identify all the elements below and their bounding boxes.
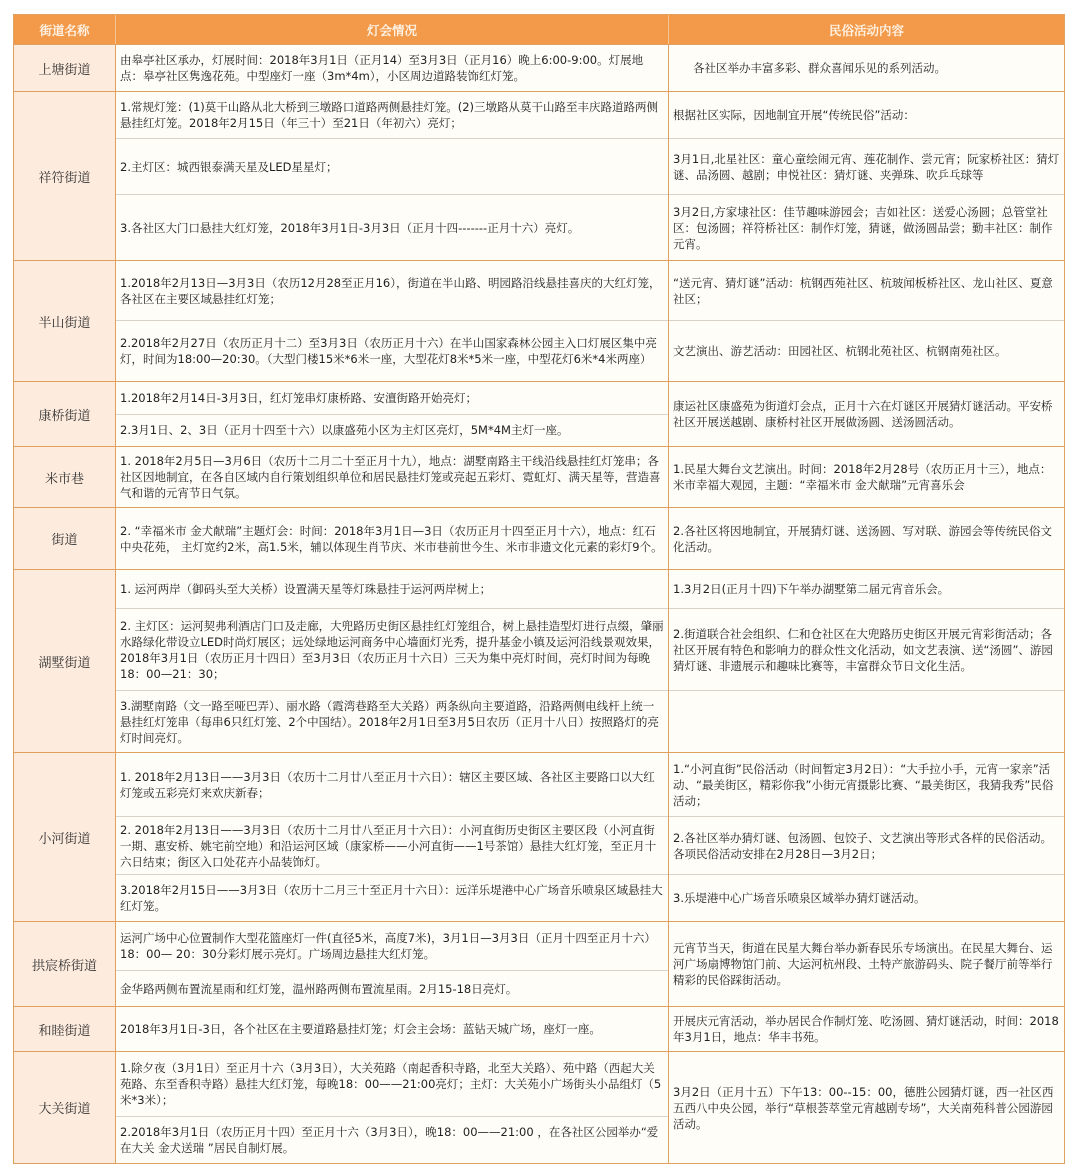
lantern-cell bbox=[116, 261, 669, 381]
folk-item: 3.乐堤港中心广场音乐喷泉区域举办猜灯谜活动。 bbox=[669, 874, 1064, 921]
lantern-item: 1. 2018年2月5日—3月6日（农历十二月二十至正月十九），地点：湖墅南路主干线沿线悬挂红灯笼串；各社区因地制宜，在各自区域内自行策划组织单位和居民悬挂灯笼或亮起五彩灯、霓虹灯、满天星等，营造喜气和谐的元宵节日气氛。 bbox=[120, 454, 661, 500]
street-name: 湖墅街道 bbox=[14, 570, 116, 752]
lantern-item: 1. 2018年2月13日——3月3日（农历十二月廿八至正月十六日）：辖区主要区域、各社区主要路口以大红灯笼或五彩亮灯来欢庆新春； bbox=[120, 769, 655, 800]
folk-cell bbox=[669, 922, 1064, 1006]
lantern-festival-table bbox=[13, 14, 1065, 1164]
lantern-cell bbox=[116, 508, 669, 569]
street-name: 祥符街道 bbox=[14, 92, 116, 260]
folk-cell bbox=[669, 382, 1064, 446]
table-row bbox=[14, 921, 1064, 1006]
folk-cell bbox=[669, 261, 1064, 381]
street-name: 上塘街道 bbox=[14, 45, 116, 91]
folk-item: 1.民星大舞台文艺演出。时间：2018年2月28号（农历正月十三），地点：米市幸福大观园，主题：“幸福米市 金犬献瑞”元宵喜乐会 bbox=[673, 462, 1052, 492]
lantern-item: 1. 运河两岸（御码头至大关桥）设置满天星等灯珠悬挂于运河两岸树上； bbox=[120, 582, 492, 596]
table-row bbox=[14, 381, 1064, 446]
folk-cell bbox=[669, 508, 1064, 569]
folk-item: 3月1日,北星社区：童心童绘闹元宵、莲花制作、尝元宵；阮家桥社区：猜灯谜、品汤圆、越剧；申悦社区：猜灯谜、夹弹珠、吹乒乓球等 bbox=[669, 138, 1064, 194]
folk-cell bbox=[669, 753, 1064, 921]
table-row bbox=[14, 44, 1064, 91]
folk-item: “送元宵、猜灯谜”活动：杭钢西苑社区、杭玻闻板桥社区、龙山社区、夏意社区； bbox=[673, 275, 1053, 306]
lantern-cell bbox=[116, 570, 669, 752]
lantern-cell bbox=[116, 92, 669, 260]
folk-item: 3月2日（正月十五）下午13：00--15：00，德胜公园猜灯谜，西一社区西五西八中央公园，举行“草根荟萃堂元宵越剧专场”，大关南苑科普公园游园活动。 bbox=[673, 1084, 1054, 1131]
table-row bbox=[14, 507, 1064, 569]
lantern-item: 1.2018年2月14日-3月3日，红灯笼串灯康桥路、安澶街路开始亮灯； bbox=[120, 390, 477, 405]
folk-item: 1.3月2日(正月十四)下午举办湖墅第二届元宵音乐会。 bbox=[673, 582, 950, 596]
lantern-item: 2. “幸福米市 金犬献瑞”主题灯会：时间：2018年3月1日—3日（农历正月十四至正月十六），地点：红石中央花苑， 主灯宽约2米，高1.5米，辅以体现生肖节庆、米市巷前世今生、米市非遗文化元素的彩灯9个。 bbox=[120, 523, 663, 554]
folk-item: 元宵节当天，街道在民星大舞台举办新春民乐专场演出。在民星大舞台、运河广场扇博物馆门前、大运河杭州段、土特产旅游码头、院子餐厅前等举行精彩的民俗踩街活动。 bbox=[673, 941, 1053, 987]
folk-item: 3月2日,方家埭社区：佳节趣味游园会；吉如社区：送爱心汤圆；总管堂社区：包汤圆；祥符桥社区：制作灯笼，猜谜，做汤圆品尝；勤丰社区：制作元宵。 bbox=[669, 194, 1064, 260]
lantern-item: 金华路两侧布置流星雨和红灯笼，温州路两侧布置流星雨。2月15-18日亮灯。 bbox=[116, 970, 668, 1006]
street-name: 半山街道 bbox=[14, 261, 116, 381]
lantern-cell bbox=[116, 447, 669, 507]
lantern-item: 1.2018年2月13日—3月3日（农历12月28至正月16），街道在半山路、明园路沿线悬挂喜庆的大红灯笼，各社区在主要区域悬挂红灯笼； bbox=[120, 275, 661, 306]
lantern-item: 1.除夕夜（3月1日）至正月十六（3月3日），大关苑路（南起香积寺路，北至大关路）、苑中路（西起大关苑路、东至香积寺路）悬挂大红灯笼，每晚18：00——21:00亮灯；主灯：大关苑小广场街头小品组灯（5米*3米）； bbox=[120, 1061, 662, 1107]
header-street-name: 街道名称 bbox=[14, 15, 116, 44]
table-row bbox=[14, 260, 1064, 381]
lantern-item: 3.2018年2月15日——3月3日（农历十二月三十至正月十六日）：远洋乐堤港中心广场音乐喷泉区域悬挂大红灯笼。 bbox=[116, 874, 668, 921]
lantern-item: 由皋亭社区承办，灯展时间：2018年3月1日（正月14）至3月3日（正月16）晚上6:00-9:00。灯展地点：皋亭社区隽逸花苑。中型座灯一座（3m*4m），小区周边道路装饰红灯笼。 bbox=[120, 53, 644, 83]
folk-item: 开展庆元宵活动，举办居民合作制灯笼、吃汤圆、猜灯谜活动，时间：2018年3月1日，地点：华丰书苑。 bbox=[673, 1014, 1059, 1044]
lantern-item: 3.各社区大门口悬挂大红灯笼，2018年3月1日-3月3日（正月十四-------正月十六）亮灯。 bbox=[116, 194, 668, 260]
street-name: 拱宸桥街道 bbox=[14, 922, 116, 1006]
street-name: 小河街道 bbox=[14, 753, 116, 921]
lantern-item: 2. 主灯区：运河契弗利酒店门口及走廊，大兜路历史街区悬挂红灯笼组合，树上悬挂造型灯进行点缀，肇丽水路绿化带设立LED时尚灯展区；远处绿地运河商务中心墙面灯光秀，提升基金小镇及运河沿线景观效果，2018年3月1日（农历正月十四日）至3月3日（农历正月十六日）三天为集中亮灯时间，亮灯时间为每晚18：00—21：30； bbox=[116, 608, 668, 690]
header-folk-activities: 民俗活动内容 bbox=[828, 22, 904, 38]
folk-item: 2.各社区将因地制宜，开展猜灯谜、送汤圆、写对联、游园会等传统民俗文化活动。 bbox=[673, 523, 1052, 554]
street-name: 康桥街道 bbox=[14, 382, 116, 446]
lantern-item: 2.3月1日、2、3日（正月十四至十六）以康盛苑小区为主灯区亮灯，5M*4M主灯一座。 bbox=[116, 414, 668, 447]
table-row bbox=[14, 91, 1064, 260]
lantern-item: 3.湖墅南路（文一路至哑巴弄）、丽水路（霞湾巷路至大关路）两条纵向主要道路，沿路两侧电线杆上统一悬挂红灯笼串（每串6只红灯笼、2个中国结）。2018年2月1日至3月5日农历（正月十八日）按照路灯的亮灯时间亮灯。 bbox=[116, 690, 668, 752]
folk-item: 文艺演出、游艺活动：田园社区、杭钢北苑社区、杭钢南苑社区。 bbox=[669, 320, 1064, 381]
table-header bbox=[14, 15, 1064, 44]
header-lantern-status: 灯会情况 bbox=[116, 15, 669, 44]
lantern-cell bbox=[116, 753, 669, 921]
folk-cell bbox=[669, 45, 1064, 91]
folk-item: 各社区举办丰富多彩、群众喜闻乐见的系列活动。 bbox=[693, 61, 946, 75]
table-row bbox=[14, 752, 1064, 921]
lantern-cell bbox=[116, 1007, 669, 1051]
street-name: 街道 bbox=[14, 508, 116, 569]
lantern-item: 1.常规灯笼：(1)莫干山路从北大桥到三墩路口道路两侧悬挂灯笼。(2)三墩路从莫干山路至丰庆路道路两侧悬挂红灯笼。2018年2月15日（年三十）至21日（年初六）亮灯； bbox=[120, 100, 659, 130]
table-row bbox=[14, 446, 1064, 507]
folk-item: 2.街道联合社会组织、仁和仓社区在大兜路历史街区开展元宵彩街活动；各社区开展有特色和影响力的群众性文化活动，如文艺表演、送“汤圆”、游园猜灯谜、非遗展示和趣味比赛等，丰富群众节日文化生活。 bbox=[669, 608, 1064, 690]
folk-item: 康运社区康盛苑为街道灯会点，正月十六在灯谜区开展猜灯谜活动。平安桥社区开展送越剧、康桥村社区开展做汤圆、送汤圆活动。 bbox=[673, 399, 1053, 429]
street-name: 大关街道 bbox=[14, 1052, 116, 1163]
folk-cell bbox=[669, 92, 1064, 260]
lantern-item: 运河广场中心位置制作大型花篮座灯一件(直径5米，高度7米)，3月1日—3月3日（正月十四至正月十六）18：00— 20：30分彩灯展示亮灯。广场周边悬挂大红灯笼。 bbox=[120, 931, 656, 961]
lantern-item: 2. 2018年2月13日——3月3日（农历十二月廿八至正月十六日）：小河直街历史街区主要区段（小河直街一期、惠安桥、姚宅前空地）和沿运河区域（康家桥——小河直街——1号茶馆）悬挂大红灯笼，至正月十六日结束；街区入口处花卉小品装饰灯。 bbox=[116, 816, 668, 874]
table-row bbox=[14, 1051, 1064, 1163]
lantern-cell bbox=[116, 922, 669, 1006]
lantern-item: 2.主灯区：城西银泰满天星及LED星星灯； bbox=[116, 138, 668, 194]
folk-cell bbox=[669, 1052, 1064, 1163]
lantern-cell bbox=[116, 45, 669, 91]
lantern-item: 2018年3月1日-3日，各个社区在主要道路悬挂灯笼；灯会主会场：蓝钻天城广场，座灯一座。 bbox=[120, 1022, 601, 1036]
lantern-item: 2.2018年2月27日（农历正月十二）至3月3日（农历正月十六）在半山国家森林公园主入口灯展区集中亮灯，时间为18:00—20:30。（大型门楼15米*6米一座，大型花灯8米*5米一座，中型花灯6米*4米两座） bbox=[116, 320, 668, 381]
street-name: 和睦街道 bbox=[14, 1007, 116, 1051]
folk-cell bbox=[669, 1007, 1064, 1051]
folk-item: 1.“小河直街”民俗活动（时间暂定3月2日）：“大手拉小手，元宵一家亲”活动、“最美街区，精彩你我”小街元宵摄影比赛、“最美街区，我猜我秀”民俗活动； bbox=[673, 761, 1054, 808]
lantern-cell bbox=[116, 1052, 669, 1163]
folk-item bbox=[669, 690, 1064, 752]
folk-cell bbox=[669, 570, 1064, 752]
table-row bbox=[14, 1006, 1064, 1051]
folk-cell bbox=[669, 447, 1064, 507]
table-row bbox=[14, 569, 1064, 752]
folk-item: 根据社区实际，因地制宜开展“传统民俗”活动： bbox=[673, 108, 915, 122]
street-name: 米市巷 bbox=[14, 447, 116, 507]
lantern-cell bbox=[116, 382, 669, 446]
lantern-item: 2.2018年3月1日（农历正月十四）至正月十六（3月3日），晚18：00——21:00 ，在各社区公园举办“爱在大关 金犬送瑞 ”居民自制灯展。 bbox=[116, 1116, 668, 1163]
folk-item: 2.各社区举办猜灯谜、包汤圆、包饺子、文艺演出等形式各样的民俗活动。各项民俗活动安排在2月28日—3月2日； bbox=[669, 816, 1064, 874]
